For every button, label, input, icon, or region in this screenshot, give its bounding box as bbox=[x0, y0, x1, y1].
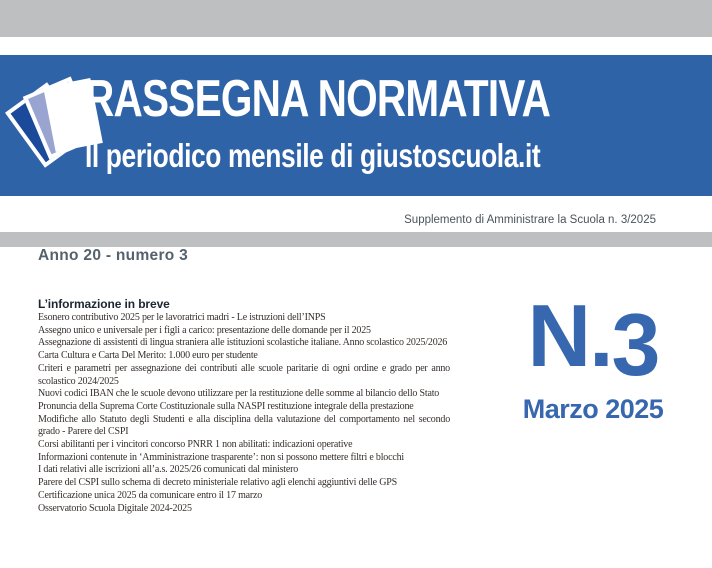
news-item: Assegnazione di assistenti di lingua straniera alle istituzioni scolastiche italiane. Anno scolastico 2025/2026 bbox=[38, 337, 448, 349]
news-item: Nuovi codici IBAN che le scuole devono utilizzare per la restituzione delle somme al bilancio dello Stato bbox=[38, 388, 440, 400]
masthead-subtitle: Il periodico mensile di giustoscuola.it bbox=[85, 137, 541, 174]
news-item: Modifiche allo Statuto degli Studenti e alla disciplina della valutazione del comportamento nel secondo grado - Parere del CSPI bbox=[38, 413, 450, 438]
top-gray-strip bbox=[0, 0, 712, 37]
supplement-note: Supplemento di Amministrare la Scuola n. 3/2025 bbox=[404, 214, 656, 226]
news-item: Corsi abilitanti per i vincitori concorso PNRR 1 non abilitati: indicazioni operative bbox=[38, 439, 353, 451]
news-item: Carta Cultura e Carta Del Merito: 1.000 euro per studente bbox=[38, 350, 258, 362]
mid-gray-strip bbox=[0, 232, 712, 247]
news-item: I dati relativi alle iscrizioni all’a.s. 2025/26 comunicati dal ministero bbox=[38, 464, 299, 476]
in-brief-list bbox=[38, 312, 450, 515]
news-item: Esonero contributivo 2025 per le lavoratrici madri - Le istruzioni dell’INPS bbox=[38, 312, 326, 323]
edition-line: Anno 20 - numero 3 bbox=[38, 247, 189, 264]
masthead-title: RASSEGNA NORMATIVA bbox=[85, 70, 551, 128]
news-item: Pronuncia della Suprema Corte Costituzionale sulla NASPI restituzione integrale della prestazione bbox=[38, 400, 414, 412]
news-item: Assegno unico e universale per i figli a carico: presentazione delle domande per il 2025 bbox=[38, 324, 371, 336]
news-item: Parere del CSPI sullo schema di decreto ministeriale relativo agli elenchi aggiuntivi delle GPS bbox=[38, 477, 397, 489]
news-item: Certificazione unica 2025 da comunicare entro il 17 marzo bbox=[38, 489, 263, 501]
news-item: Criteri e parametri per assegnazione dei contributi alle scuole paritarie di ogni ordine e grado per anno scolastico 2024/2025 bbox=[38, 362, 450, 387]
news-item: Informazioni contenute in ‘Amministrazione trasparente’: non si possono mettere filtri e blocchi bbox=[38, 451, 404, 463]
issue-prefix: N. bbox=[527, 286, 612, 385]
issue-digit: 3 bbox=[611, 294, 659, 394]
in-brief-heading: L’informazione in breve bbox=[38, 297, 170, 311]
issue-column bbox=[512, 286, 674, 425]
news-item: Osservatorio Scuola Digitale 2024-2025 bbox=[38, 502, 192, 514]
masthead-band bbox=[0, 55, 712, 196]
issue-number bbox=[512, 286, 674, 394]
issue-month: Marzo 2025 bbox=[522, 394, 664, 424]
